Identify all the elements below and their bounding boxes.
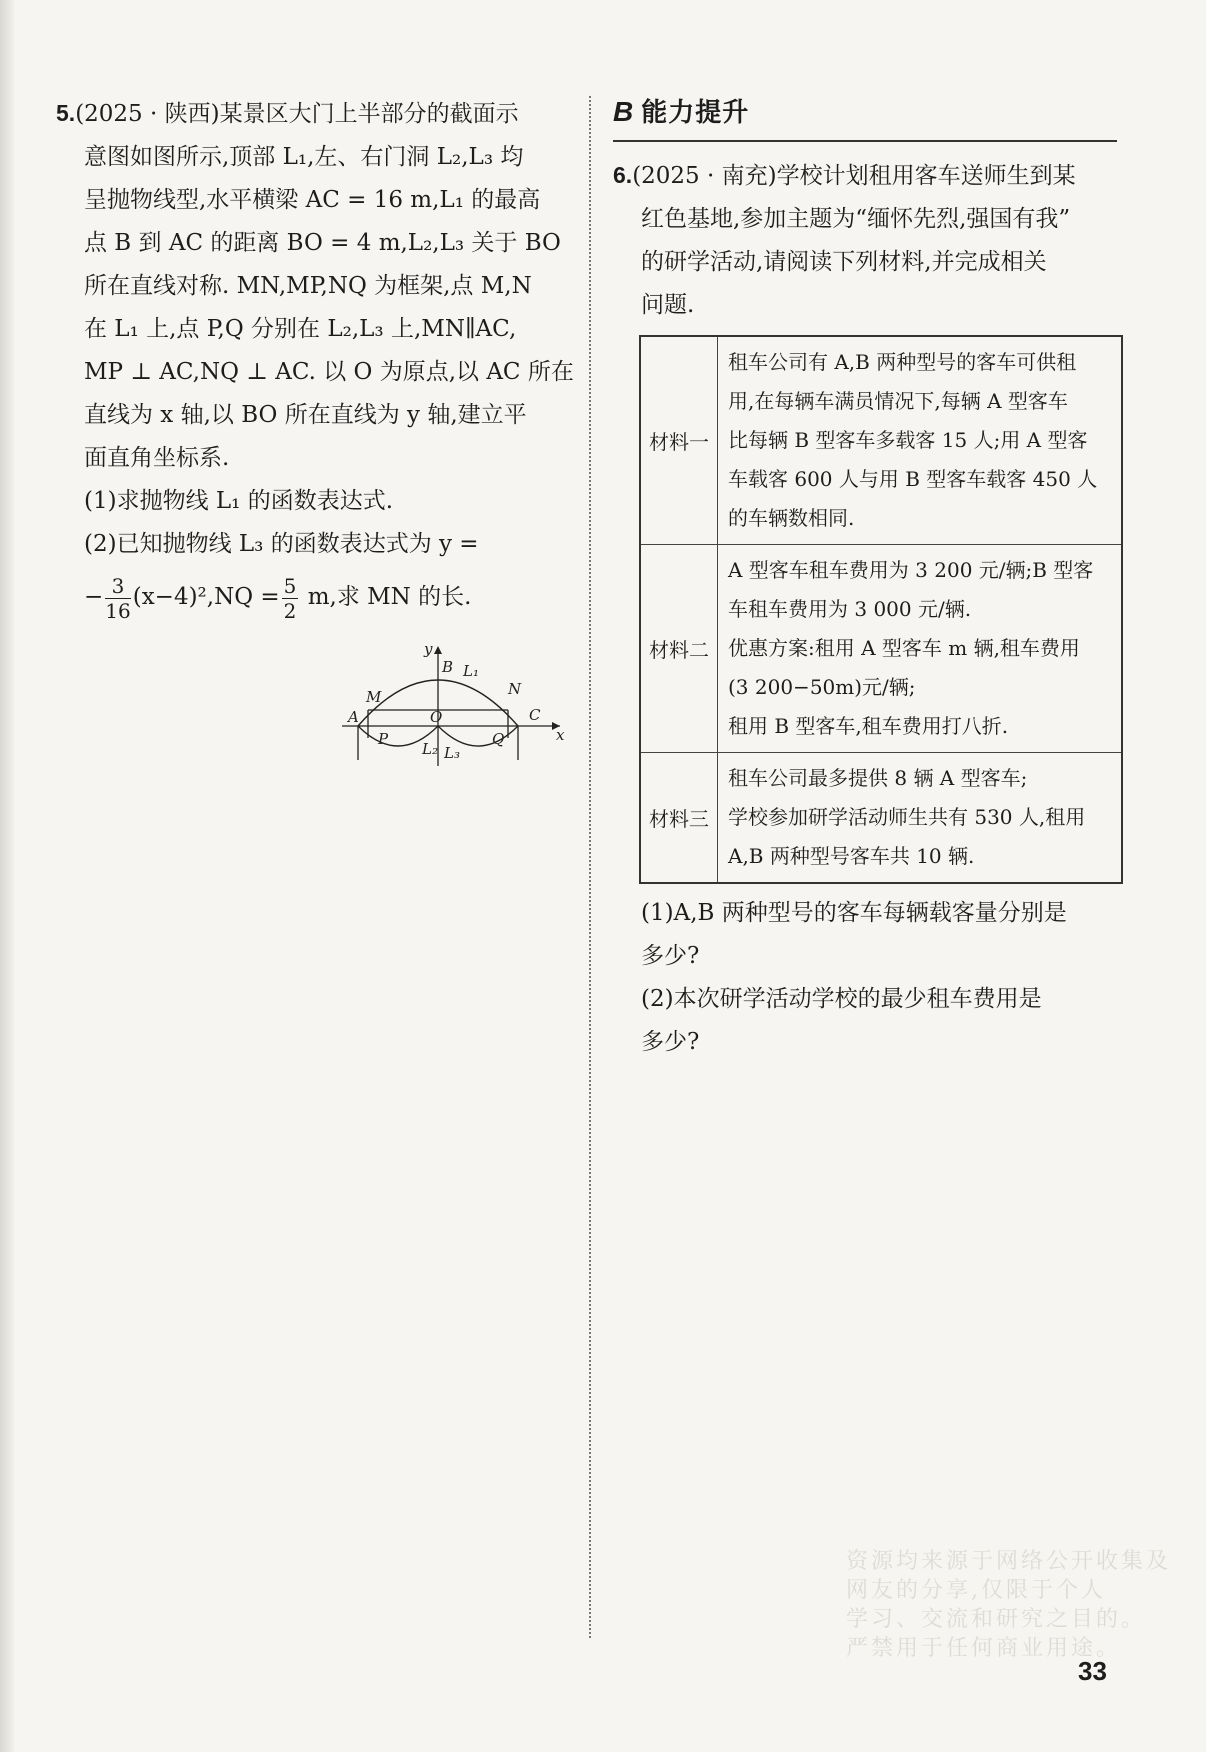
right-column <box>613 92 1125 1064</box>
section-title: 能力提升 <box>641 97 750 127</box>
q5-line-8: 直线为 x 轴,以 BO 所在直线为 y 轴,建立平 <box>84 402 527 428</box>
q5-line-1: 5.(2025 · 陕西)某景区大门上半部分的截面示 <box>56 100 519 127</box>
section-header <box>613 92 1117 142</box>
label-O: O <box>430 708 443 726</box>
q5-line-2: 意图如图所示,顶部 L₁,左、右门洞 L₂,L₃ 均 <box>84 144 524 170</box>
q5-line-9: 面直角坐标系. <box>84 445 230 471</box>
table-row <box>640 545 1122 753</box>
label-M: M <box>366 688 382 706</box>
q5-part-1: (1)求抛物线 L₁ 的函数表达式. <box>84 488 394 514</box>
q6-line-4: 问题. <box>641 292 695 318</box>
label-L1: L₁ <box>463 662 479 680</box>
q5-line-7: MP ⊥ AC,NQ ⊥ AC. 以 O 为原点,以 AC 所在 <box>84 359 574 385</box>
material-content: 租车公司有 A,B 两种型号的客车可供租 用,在每辆车满员情况下,每辆 A 型客车 比每辆 B 型客车多载客 15 人;用 A 型客 车载客 600 人与用 B 型客车载客 450 人 的车辆数相同. <box>718 336 1123 545</box>
label-N: N <box>508 680 522 698</box>
table-row <box>640 336 1122 545</box>
fraction-3-16: $\frac{3}{16}$ <box>105 573 131 623</box>
page-number: 33 <box>1078 1656 1107 1686</box>
q6-line-2: 红色基地,参加主题为“缅怀先烈,强国有我” <box>641 206 1071 232</box>
section-letter: B <box>613 96 634 127</box>
q5-gate-figure <box>338 640 568 770</box>
q5-part-2: (2)已知抛物线 L₃ 的函数表达式为 y = <box>84 531 479 557</box>
fraction-5-2: $\frac{5}{2}$ <box>283 573 297 623</box>
question-5 <box>56 92 574 628</box>
label-x: x <box>556 726 565 744</box>
page-binding-edge <box>0 0 14 1752</box>
q5-line-3: 呈抛物线型,水平横梁 AC = 16 m,L₁ 的最高 <box>84 187 541 213</box>
q5-line-4: 点 B 到 AC 的距离 BO = 4 m,L₂,L₃ 关于 BO <box>84 230 561 256</box>
table-row <box>640 753 1122 884</box>
label-L3: L₃ <box>444 744 460 762</box>
column-divider <box>589 96 591 1638</box>
material-content: A 型客车租车费用为 3 200 元/辆;B 型客 车租车费用为 3 000 元/辆. 优惠方案:租用 A 型客车 m 辆,租车费用 (3 200−50m)元/辆; 租用 B 型客车,租车费用打八折. <box>718 545 1123 753</box>
material-label: 材料二 <box>640 545 718 753</box>
material-label: 材料一 <box>640 336 718 545</box>
question-6 <box>613 154 1125 1064</box>
label-B: B <box>442 658 454 676</box>
label-C: C <box>529 706 541 724</box>
q5-number: 5. <box>56 100 76 126</box>
q6-line-1: 6.(2025 · 南充)学校计划租用客车送师生到某 <box>613 162 1076 189</box>
q5-line-6: 在 L₁ 上,点 P,Q 分别在 L₂,L₃ 上,MN∥AC, <box>84 316 517 342</box>
label-Q: Q <box>492 730 505 748</box>
q6-part-1: (1)A,B 两种型号的客车每辆载客量分别是 <box>641 900 1067 926</box>
q5-part-2-formula: − $\frac{3}{16}$ (x−4)²,NQ = $\frac{5}{2}$ m,求 MN 的长. <box>84 573 472 623</box>
label-P: P <box>378 730 389 748</box>
q6-part-2-cont: 多少? <box>641 1029 700 1055</box>
label-y: y <box>424 640 433 658</box>
label-L2: L₂ <box>422 740 438 758</box>
watermark: 资源均来源于网络公开收集及 网友的分享,仅限于个人 学习、交流和研究之目的。 严禁用于任何商业用途。 <box>846 1549 1172 1661</box>
y-axis-arrow <box>434 646 442 654</box>
q6-part-1-cont: 多少? <box>641 943 700 969</box>
q5-line-5: 所在直线对称. MN,MP,NQ 为框架,点 M,N <box>84 273 532 299</box>
q6-line-3: 的研学活动,请阅读下列材料,并完成相关 <box>641 249 1047 275</box>
material-content: 租车公司最多提供 8 辆 A 型客车; 学校参加研学活动师生共有 530 人,租用 A,B 两种型号客车共 10 辆. <box>718 753 1123 884</box>
materials-table <box>639 335 1123 884</box>
parabola-L3 <box>438 726 518 746</box>
material-label: 材料三 <box>640 753 718 884</box>
q6-number: 6. <box>613 162 633 188</box>
label-A: A <box>348 708 359 726</box>
q6-part-2: (2)本次研学活动学校的最少租车费用是 <box>641 986 1042 1012</box>
